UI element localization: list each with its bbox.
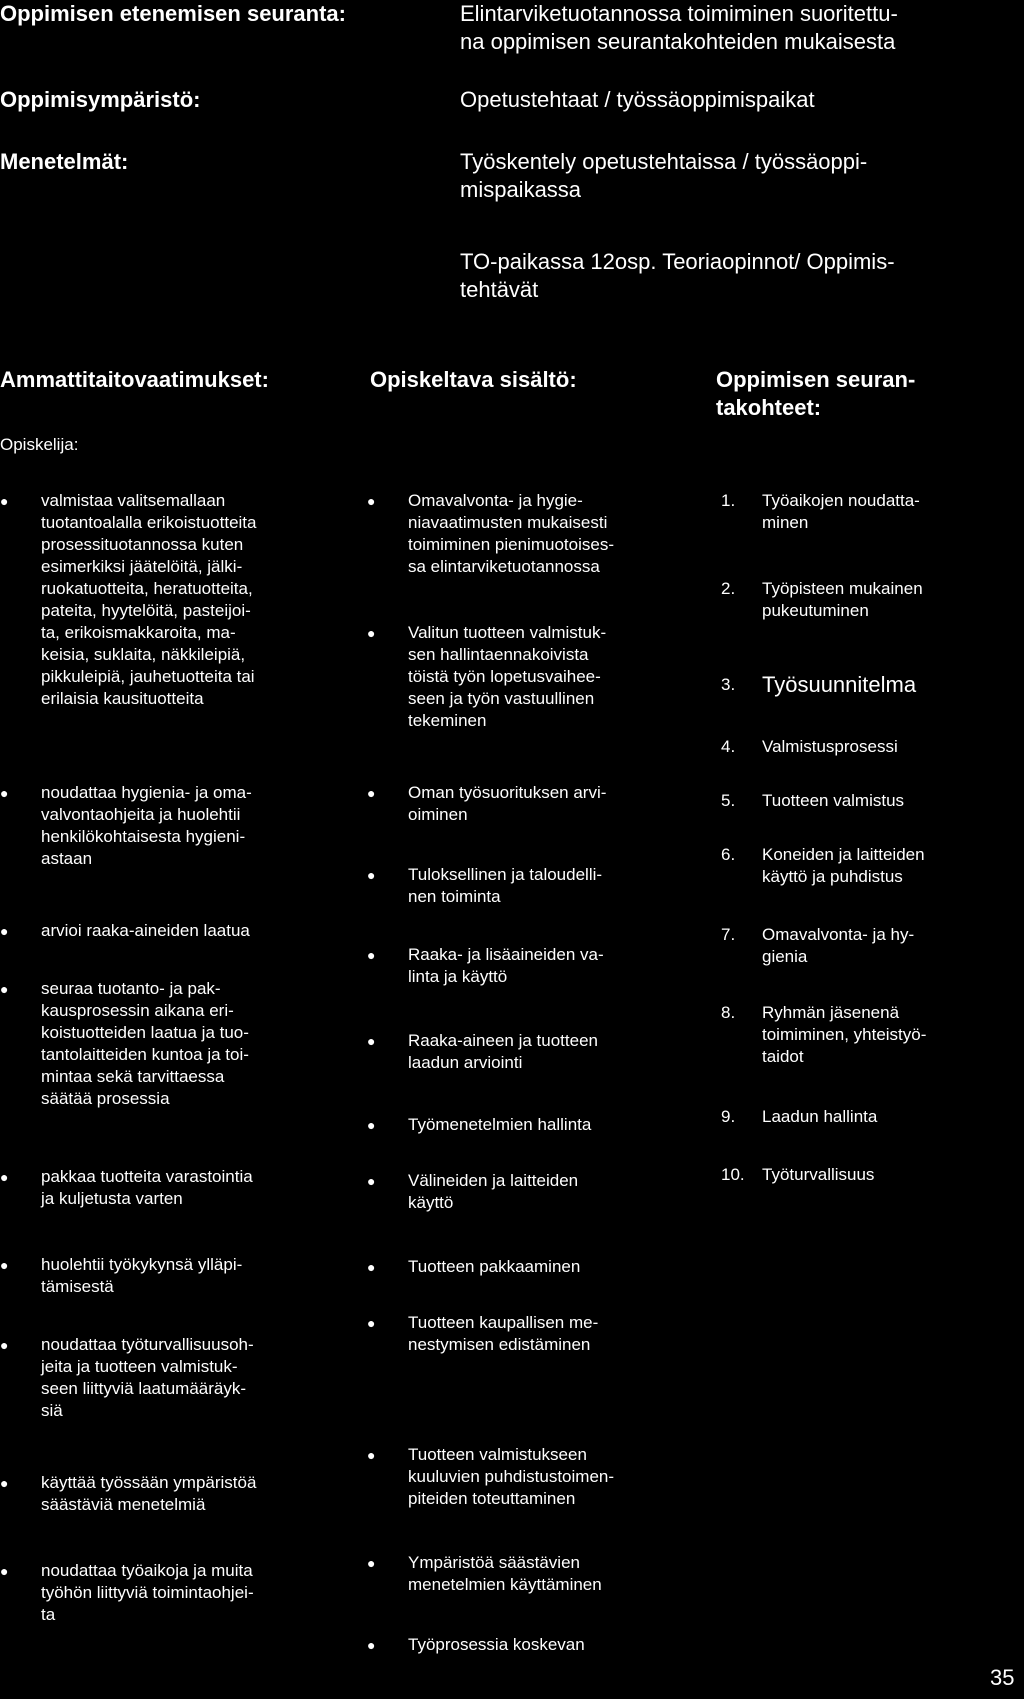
requirement-text: noudattaa työaikoja ja muita työhön liittyviä toimintaohjei- ta	[41, 1561, 254, 1624]
content-text: Tuloksellinen ja taloudelli- nen toiminta	[408, 865, 603, 906]
content-text: Valitun tuotteen valmistuk- sen hallintaennakoivista töistä työn lopetusvaihee- seen ja työn vastuullinen tekeminen	[408, 623, 607, 730]
bullet-icon: ●	[367, 1259, 376, 1275]
target-text: Koneiden ja laitteiden käyttö ja puhdistus	[762, 845, 925, 886]
value-progress-tracking: Elintarviketuotannossa toimiminen suoritettu- na oppimisen seurantakohteiden mukaisesta	[460, 1, 898, 54]
header-competence-requirements: Ammattitaitovaatimukset:	[0, 367, 269, 392]
target-text: Valmistusprosessi	[762, 737, 898, 756]
requirement-text: noudattaa hygienia- ja oma- valvontaohjeita ja huolehtii henkilökohtaisesta hygieni- astaan	[41, 783, 252, 868]
bullet-icon: ●	[367, 1033, 376, 1049]
target-number: 3.	[721, 675, 736, 694]
bullet-icon: ●	[0, 785, 9, 801]
bullet-icon: ●	[367, 1173, 376, 1189]
content-text: Työprosessia koskevan	[408, 1635, 585, 1654]
bullet-icon: ●	[367, 1637, 376, 1653]
bullet-icon: ●	[0, 1169, 9, 1185]
requirement-text: arvioi raaka-aineiden laatua	[41, 921, 250, 940]
extra-methods: TO-paikassa 12osp. Teoriaopinnot/ Oppimis- tehtävät	[460, 249, 895, 302]
bullet-icon: ●	[367, 1555, 376, 1571]
target-number: 5.	[721, 791, 736, 810]
bullet-icon: ●	[0, 1475, 9, 1491]
target-number: 8.	[721, 1003, 736, 1022]
content-text: Tuotteen pakkaaminen	[408, 1257, 581, 1276]
header-study-content: Opiskeltava sisältö:	[370, 367, 577, 392]
bullet-icon: ●	[367, 867, 376, 883]
content-text: Tuotteen kaupallisen me- nestymisen edistäminen	[408, 1313, 599, 1354]
value-methods: Työskentely opetustehtaissa / työssäoppi- mispaikassa	[460, 149, 868, 202]
bullet-icon: ●	[367, 1447, 376, 1463]
target-text: Tuotteen valmistus	[762, 791, 905, 810]
content-text: Raaka-aineen ja tuotteen laadun arviointi	[408, 1031, 598, 1072]
target-number: 6.	[721, 845, 736, 864]
content-text: Omavalvonta- ja hygie- niavaatimusten mukaisesti toimiminen pienimuotoises- sa elintarviketuotannossa	[408, 491, 614, 576]
bullet-icon: ●	[367, 947, 376, 963]
bullet-icon: ●	[0, 1337, 9, 1353]
content-text: Raaka- ja lisäaineiden va- linta ja käyttö	[408, 945, 604, 986]
bullet-icon: ●	[0, 1563, 9, 1579]
target-number: 4.	[721, 737, 736, 756]
content-text: Oman työsuorituksen arvi- oiminen	[408, 783, 607, 824]
target-text: Työturvallisuus	[762, 1165, 875, 1184]
target-text: Työaikojen noudatta- minen	[762, 491, 920, 532]
target-number: 9.	[721, 1107, 736, 1126]
bullet-icon: ●	[367, 625, 376, 641]
requirement-text: pakkaa tuotteita varastointia ja kuljetusta varten	[41, 1167, 253, 1208]
requirement-text: käyttää työssään ympäristöä säästäviä menetelmiä	[41, 1473, 257, 1514]
requirement-text: seuraa tuotanto- ja pak- kausprosessin aikana eri- koistuotteiden laatua ja tuo- tantolaitteiden kuntoa ja toi- mintaa sekä tarvittaessa säätää prosessia	[41, 979, 249, 1108]
content-text: Ympäristöä säästävien menetelmien käyttäminen	[408, 1553, 602, 1594]
bullet-icon: ●	[0, 493, 9, 509]
target-text: Laadun hallinta	[762, 1107, 878, 1126]
content-text: Työmenetelmien hallinta	[408, 1115, 592, 1134]
subheader-student: Opiskelija:	[0, 435, 79, 454]
target-text: Omavalvonta- ja hy- gienia	[762, 925, 915, 966]
requirement-text: huolehtii työkykynsä ylläpi- tämisestä	[41, 1255, 243, 1296]
target-number: 10.	[721, 1165, 745, 1184]
bullet-icon: ●	[367, 493, 376, 509]
target-number: 7.	[721, 925, 736, 944]
target-number: 2.	[721, 579, 736, 598]
label-progress-tracking: Oppimisen etenemisen seuranta:	[0, 1, 346, 26]
bullet-icon: ●	[0, 981, 9, 997]
content-text: Välineiden ja laitteiden käyttö	[408, 1171, 579, 1212]
target-text: Ryhmän jäsenenä toimiminen, yhteistyö- taidot	[762, 1003, 927, 1066]
header-learning-targets: Oppimisen seuran- takohteet:	[716, 367, 916, 420]
value-learning-environment: Opetustehtaat / työssäoppimispaikat	[460, 87, 815, 112]
page-number: 35	[990, 1665, 1015, 1690]
label-learning-environment: Oppimisympäristö:	[0, 87, 201, 112]
label-methods: Menetelmät:	[0, 149, 129, 174]
target-text: Työsuunnitelma	[762, 672, 917, 697]
content-text: Tuotteen valmistukseen kuuluvien puhdistustoimen- piteiden toteuttaminen	[408, 1445, 615, 1508]
bullet-icon: ●	[0, 1257, 9, 1273]
requirement-text: noudattaa työturvallisuusoh- jeita ja tuotteen valmistuk- seen liittyviä laatumääräyk- siä	[41, 1335, 254, 1420]
bullet-icon: ●	[367, 785, 376, 801]
bullet-icon: ●	[0, 923, 9, 939]
target-text: Työpisteen mukainen pukeutuminen	[762, 579, 923, 620]
bullet-icon: ●	[367, 1117, 376, 1133]
requirement-text: valmistaa valitsemallaan tuotantoalalla erikoistuotteita prosessituotannossa kuten esimerkiksi jäätelöitä, jälki- ruokatuotteita, heratuotteita, pateita, hyytelöitä, pasteijoi- ta, erikoismakkaroita, ma- keisia, suklaita, näkkileipiä, pikkuleipiä, jauhetuotteita tai erilaisia kausituotteita	[41, 491, 257, 708]
bullet-icon: ●	[367, 1315, 376, 1331]
target-number: 1.	[721, 491, 736, 510]
